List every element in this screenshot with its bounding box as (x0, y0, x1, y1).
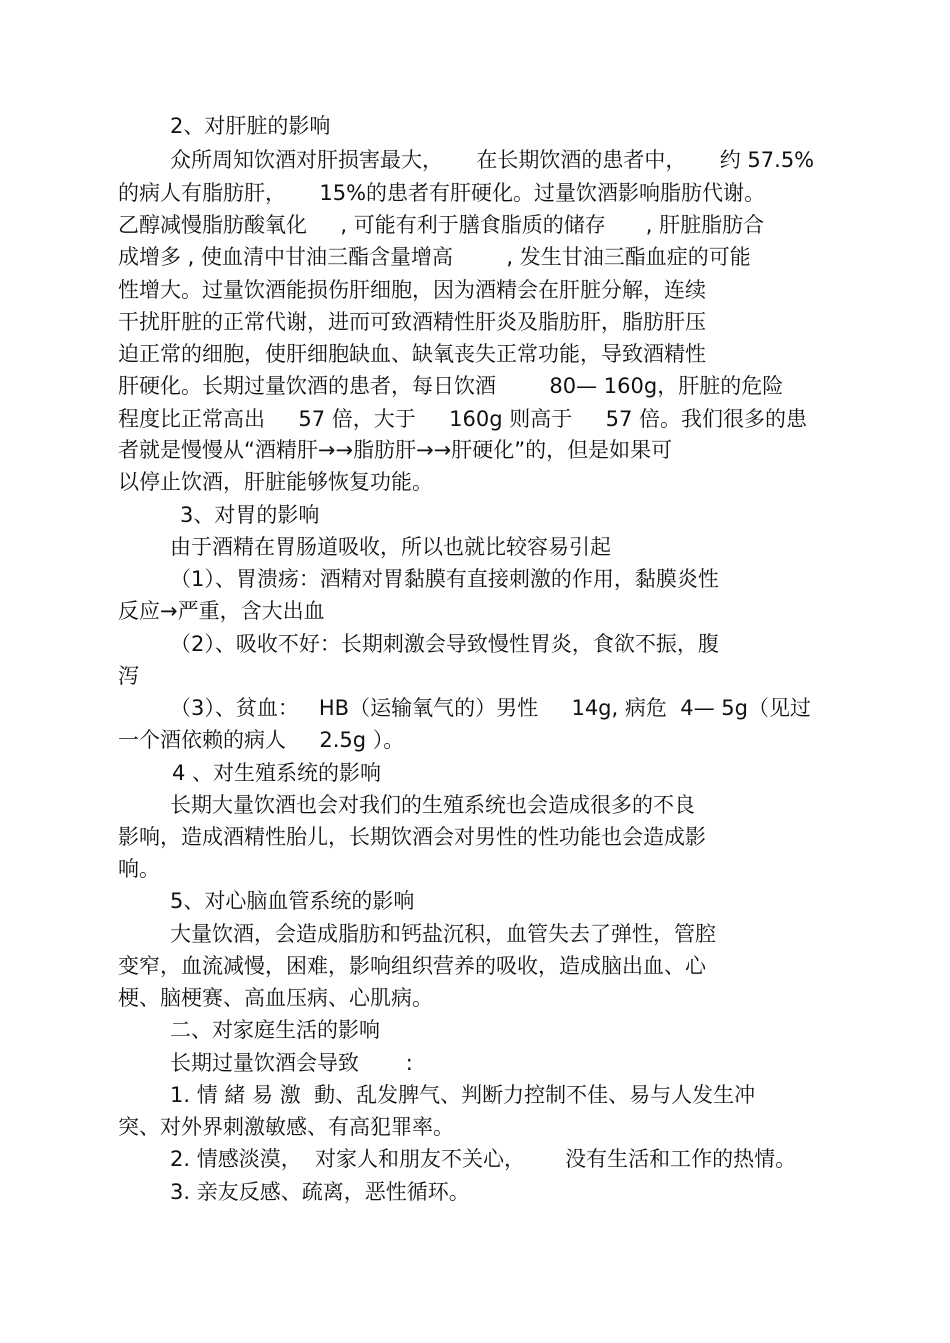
paragraph-line: 程度比正常高出 57 倍，大于 160g 则高于 57 倍。我们很多的患 (118, 407, 808, 431)
list-item-line: 泻 (118, 664, 139, 688)
list-item-line: 一个酒依赖的病人 2.5g ）。 (118, 728, 405, 752)
heading-cardio: 5、对心脑血管系统的影响 (170, 889, 415, 913)
paragraph-line: 乙醇减慢脂肪酸氧化 , 可能有利于膳食脂质的储存 , 肝脏脂肪合 (118, 213, 765, 237)
paragraph-line: 干扰肝脏的正常代谢，进而可致酒精性肝炎及脂肪肝，脂肪肝压 (118, 310, 706, 334)
heading-liver: 2、对肝脏的影响 (170, 114, 331, 138)
paragraph-line: 大量饮酒，会造成脂肪和钙盐沉积，血管失去了弹性，管腔 (170, 922, 716, 946)
paragraph-line: 由于酒精在胃肠道吸收，所以也就比较容易引起 (170, 535, 611, 559)
list-item-line: （3）、贫血： HB（运输氧气的）男性 14g, 病危 4— 5g（见过 (170, 696, 811, 720)
paragraph-line: 变窄，血流减慢，困难，影响组织营养的吸收，造成脑出血、心 (118, 954, 706, 978)
paragraph-line: 影响，造成酒精性胎儿，长期饮酒会对男性的性功能也会造成影 (118, 825, 706, 849)
paragraph-line: 的病人有脂肪肝， 15%的患者有肝硬化。过量饮酒影响脂肪代谢。 (118, 181, 766, 205)
heading-stomach: 3、对胃的影响 (180, 503, 320, 527)
paragraph-line: 迫正常的细胞，使肝细胞缺血、缺氧丧失正常功能，导致酒精性 (118, 342, 706, 366)
paragraph-line: 响。 (118, 857, 160, 881)
paragraph-line: 众所周知饮酒对肝损害最大， 在长期饮酒的患者中， 约 57.5% (170, 148, 815, 172)
list-item-line: 1. 情 緒 易 激 動、乱发脾气、判断力控制不佳、易与人发生冲 (170, 1083, 756, 1107)
list-item-line: 3. 亲友反感、疏离，恶性循环。 (170, 1180, 470, 1204)
paragraph-line: 以停止饮酒，肝脏能够恢复功能。 (118, 470, 433, 494)
list-item-line: 突、对外界刺激敏感、有高犯罪率。 (118, 1115, 454, 1139)
paragraph-line: 成增多 , 使血清中甘油三酯含量增高 , 发生甘油三酯血症的可能 (118, 245, 751, 269)
list-item-line: 2. 情感淡漠， 对家人和朋友不关心， 没有生活和工作的热情。 (170, 1147, 797, 1171)
paragraph-line: 长期大量饮酒也会对我们的生殖系统也会造成很多的不良 (170, 793, 695, 817)
list-item-line: 反应→严重，含大出血 (118, 599, 325, 623)
paragraph-line: 长期过量饮酒会导致 : (170, 1051, 413, 1075)
heading-reproductive: 4 、对生殖系统的影响 (172, 761, 382, 785)
heading-family: 二、对家庭生活的影响 (170, 1018, 380, 1042)
list-item-line: （2）、吸收不好：长期刺激会导致慢性胃炎，食欲不振，腹 (170, 632, 719, 656)
paragraph-line: 性增大。过量饮酒能损伤肝细胞，因为酒精会在肝脏分解，连续 (118, 278, 706, 302)
paragraph-line: 梗、脑梗赛、高血压病、心肌病。 (118, 986, 433, 1010)
list-item-line: （1）、胃溃疡：酒精对胃黏膜有直接刺激的作用，黏膜炎性 (170, 567, 719, 591)
paragraph-line: 者就是慢慢从“酒精肝→→脂肪肝→→肝硬化”的，但是如果可 (118, 438, 673, 462)
paragraph-line: 肝硬化。长期过量饮酒的患者，每日饮酒 80— 160g，肝脏的危险 (118, 374, 784, 398)
